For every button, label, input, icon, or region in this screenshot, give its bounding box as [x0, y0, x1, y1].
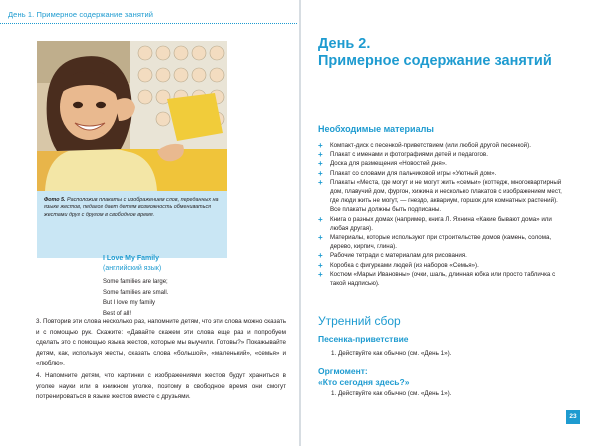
materials-heading: Необходимые материалы	[318, 124, 434, 134]
song-line: Some families are large;	[103, 279, 168, 285]
list-item	[318, 178, 568, 215]
list-item-text: Компакт-диск с песенкой-приветствием (или любой другой песенкой).	[330, 142, 531, 149]
plus-icon: +	[318, 159, 323, 169]
song-lyrics	[103, 277, 168, 319]
plus-icon: +	[318, 150, 323, 160]
plus-icon: +	[318, 233, 323, 243]
song-line: But I love my family	[103, 300, 156, 306]
plus-icon: +	[318, 177, 323, 187]
photo-girl-with-sign-charts	[37, 41, 227, 191]
list-item	[318, 270, 568, 288]
plus-icon: +	[318, 251, 323, 261]
page-title-line-2: Примерное содержание занятий	[318, 53, 552, 69]
photo-caption	[44, 197, 222, 219]
plus-icon: +	[318, 269, 323, 279]
subheading-greeting-song: Песенка-приветствие	[318, 334, 409, 344]
list-item	[318, 159, 568, 168]
list-item-text: Доска для размещения «Новостей дня».	[330, 160, 447, 168]
header-rule	[0, 23, 297, 24]
page-number: 23	[566, 410, 580, 424]
song-subtitle: (английский язык)	[103, 265, 162, 272]
list-item-text: Плакат со словами для пальчиковой игры «Уютный дом».	[330, 169, 497, 177]
list-item	[318, 233, 568, 251]
list-item-text: Рабочие тетради с материалам для рисования.	[330, 252, 467, 260]
list-item	[318, 150, 568, 159]
left-page	[0, 0, 299, 446]
song-line: Some families are small.	[103, 289, 169, 296]
list-item-text: Плакаты «Места, где могут и не могут жить «семьи» (коттедж, многоквартирный дом, плавучий дом, фургон, хижина и несколько плакатов с изображением мест, где люди жить не могут, — гнездо, аквариум, горшок для комнатных растений). Все плакаты должны быть подписаны.	[330, 178, 562, 214]
list-item-text: Материалы, которые используют при строительстве домов (камень, солома, дерево, кирпич, глина).	[330, 234, 552, 251]
list-item	[318, 215, 568, 233]
materials-list	[318, 141, 568, 288]
song-title: I Love My Family	[103, 255, 160, 262]
list-item	[318, 261, 568, 270]
plus-icon: +	[318, 168, 323, 178]
plus-icon: +	[318, 214, 323, 224]
list-item-text: Коробка с фигурками людей (из наборов «Семья»).	[330, 261, 479, 269]
plus-icon: +	[318, 260, 323, 270]
photo-figure	[37, 41, 227, 258]
song-line: Best of all!	[103, 310, 132, 317]
page-title-line-1: День 2.	[318, 36, 371, 52]
list-item-text: Плакат с именами и фотографиями детей и педагогов.	[330, 151, 488, 159]
list-item-text: Костюм «Марьи Ивановны» (очки, шаль, длинная юбка или просто табличка с такой надписью).	[330, 270, 556, 288]
step-text: 1. Действуйте как обычно (см. «День 1»).	[331, 350, 452, 357]
running-head: День 1. Примерное содержание занятий	[8, 10, 154, 19]
photo-illustration	[37, 41, 227, 191]
list-item-text: Книга о разных домах (например, книга Л. Яхнина «Какие бывают дома» или любая другая).	[330, 215, 552, 232]
subheading-line-2: «Кто сегодня здесь?»	[318, 376, 410, 387]
section-heading: Утренний сбор	[318, 314, 401, 328]
paragraph-step-3: 3. Повторив эти слова несколько раз, напомните детям, что эти слова можно сказать и с помощью рук. Скажите: «Давайте скажем эти слова еще раз и попробуем сделать это с помощью языка жестов, которые мы выучили. Готовы?» Покажывайте детям, как, используя жесты, сказать слова «большой», «маленький», «семья» и «люблю».	[36, 318, 286, 368]
photo-caption-text: Расположив плакаты с изображением слов, переданных на языке жестов, педагог дает детям возможность обмениваться жестами друг с другом в свободное время.	[44, 197, 219, 218]
paragraph-step-4: 4. Напомните детям, что картинки с изображениями жестов будут храниться в уголке науки или в книжном уголке, поэтому в свободное время они смогут потренироваться в языке жестов вместе с друзьями.	[36, 372, 286, 401]
plus-icon: +	[318, 141, 323, 150]
page-title	[318, 36, 552, 70]
list-item	[318, 169, 568, 178]
list-item	[318, 251, 568, 260]
list-item	[318, 141, 568, 150]
step-text: 1. Действуйте как обычно (см. «День 1»).	[331, 390, 452, 397]
subheading-line-1: Оргмомент:	[318, 366, 368, 376]
photo-label: Фото 5.	[44, 197, 66, 203]
subheading-orgmoment	[318, 366, 409, 387]
